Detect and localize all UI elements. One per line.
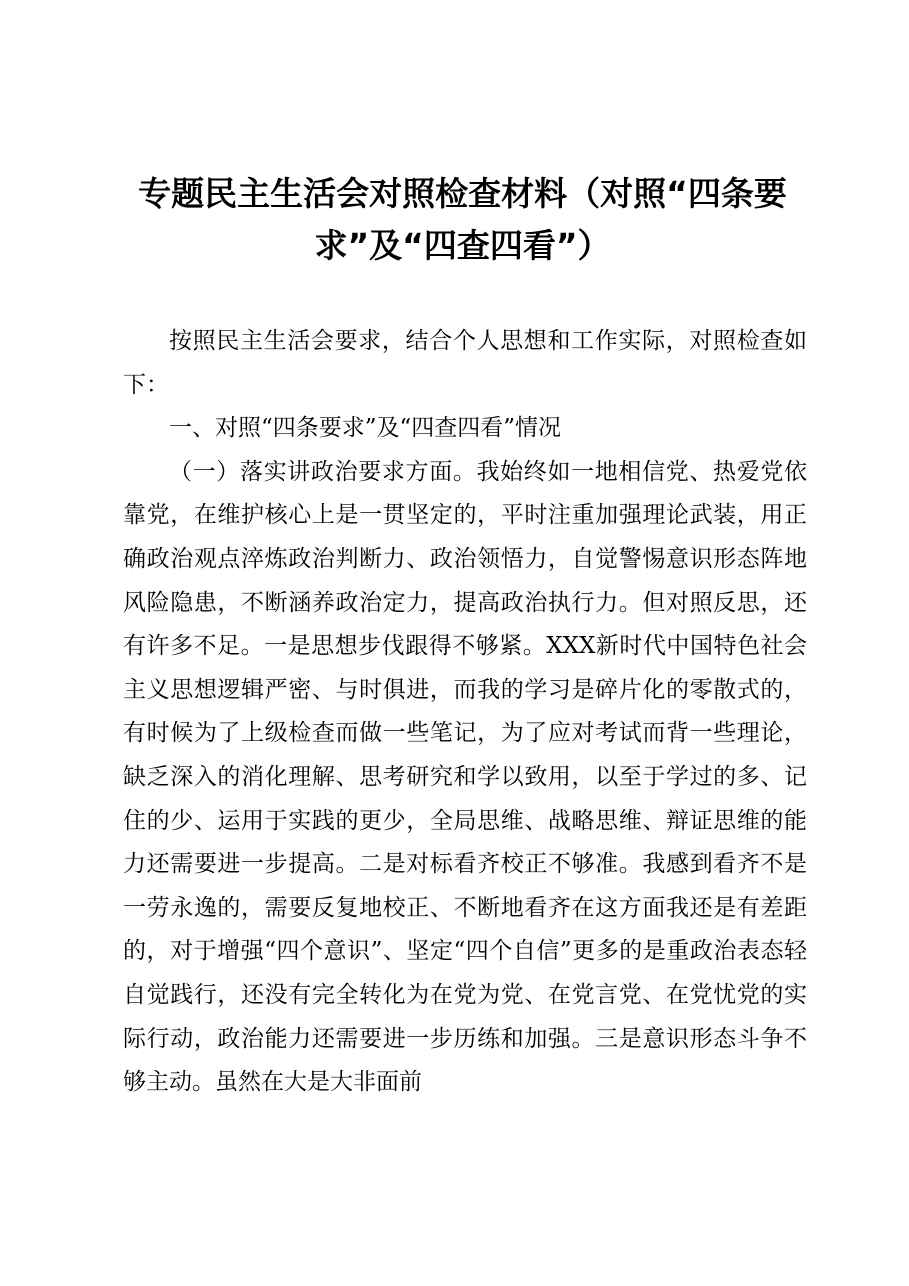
document-title: 专题民主生活会对照检查材料（对照“四条要求”及“四查四看”） (138, 174, 787, 265)
document-body (123, 320, 807, 1105)
paragraph-political-requirements: （一）落实讲政治要求方面。我始终如一地相信党、热爱党依靠党，在维护核心上是一贯坚定的，平时注重加强理论武装，用正确政治观点淬炼政治判断力、政治领悟力，自觉警惕意识形态阵地风险隐患，不断涵养政治定力，提高政治执行力。但对照反思，还有许多不足。一是思想步伐跟得不够紧。XXX新时代中国特色社会主义思想逻辑严密、与时俱进，而我的学习是碎片化的零散式的，有时候为了上级检查而做一些笔记，为了应对考试而背一些理论，缺乏深入的消化理解、思考研究和学以致用，以至于学过的多、记住的少、运用于实践的更少，全局思维、战略思维、辩证思维的能力还需要进一步提高。二是对标看齐校正不够准。我感到看齐不是一劳永逸的，需要反复地校正、不断地看齐在这方面我还是有差距的，对于增强“四个意识”、坚定“四个自信”更多的是重政治表态轻自觉践行，还没有完全转化为在党为党、在党言党、在党忧党的实际行动，政治能力还需要进一步历练和加强。三是意识形态斗争不够主动。虽然在大是大非面前 (123, 458, 807, 1096)
paragraph-intro: 按照民主生活会要求，结合个人思想和工作实际，对照检查如下： (123, 328, 807, 398)
section-heading-1: 一、对照“四条要求”及“四查四看”情况 (169, 415, 562, 442)
